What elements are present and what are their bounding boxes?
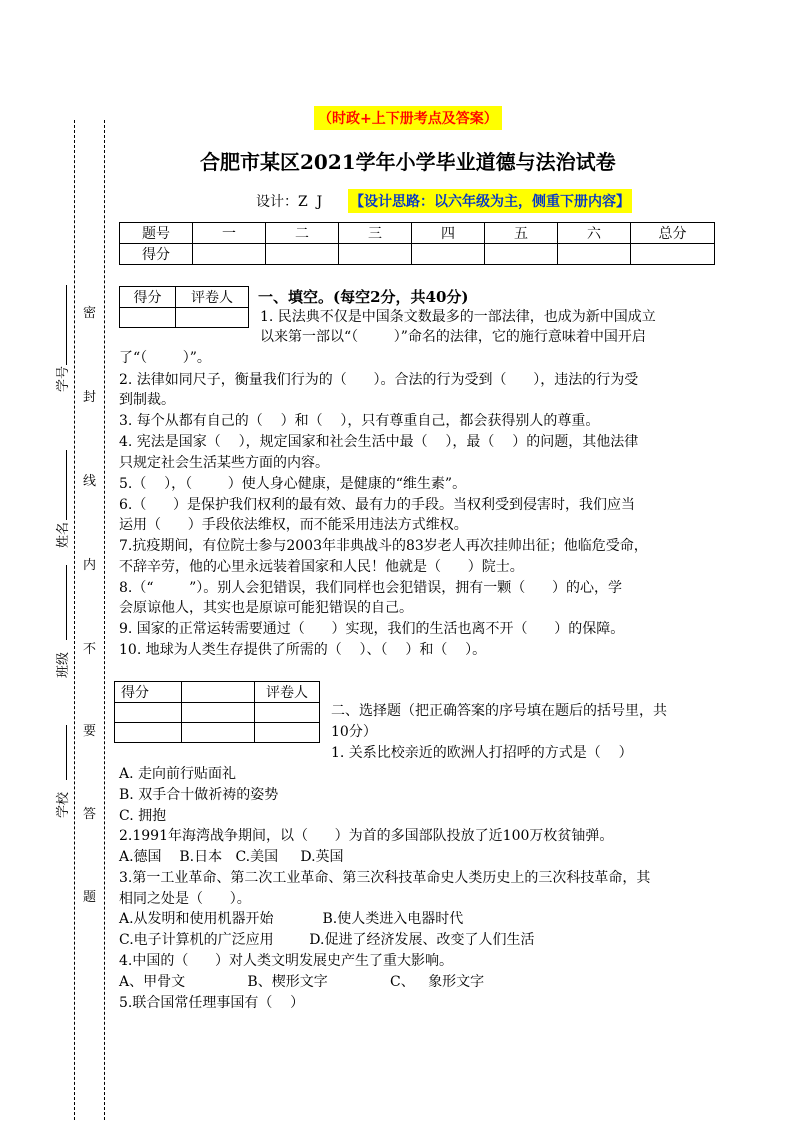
grader-input-cell[interactable] xyxy=(182,723,255,743)
grader-input-cell[interactable] xyxy=(255,703,320,723)
score-table-cell: 题号 xyxy=(120,223,193,244)
question-line: 到制裁。 xyxy=(119,392,175,408)
section2-grader-table xyxy=(114,681,320,743)
score-input-cell[interactable] xyxy=(339,244,412,265)
question-line: 4. 宪法是国家（ ），规定国家和社会生活中最（ ），最（ ）的问题，其他法律 xyxy=(119,434,639,450)
name-line xyxy=(66,450,67,520)
grader-cell xyxy=(182,682,255,703)
binding-char: 答 xyxy=(83,807,97,822)
name-label: 姓名 xyxy=(56,521,71,548)
school-line xyxy=(66,725,67,780)
score-table-cell: 二 xyxy=(266,223,339,244)
class-line xyxy=(66,565,67,640)
binding-char: 线 xyxy=(83,474,97,489)
question-line: 以来第一部以“（ ）”命名的法律，它的施行意味着中国开启 xyxy=(260,329,646,345)
top-badge: （时政+上下册考点及答案） xyxy=(314,106,502,130)
school-label: 学校 xyxy=(56,791,71,818)
score-input-cell[interactable] xyxy=(266,244,339,265)
question-line: 会原谅他人，其实也是原谅可能犯错误的自己。 xyxy=(119,600,413,616)
grader-input-cell[interactable] xyxy=(182,703,255,723)
question-line: A、甲骨文 B、楔形文字 C、 象形文字 xyxy=(119,974,485,990)
question-line: 5.联合国常任理事国有（ ） xyxy=(119,995,305,1011)
score-table xyxy=(119,222,715,265)
student-id-line xyxy=(66,285,67,365)
page-title: 合肥市某区2021学年小学毕业道德与法治试卷 xyxy=(200,150,616,174)
score-table-header-row xyxy=(120,223,715,244)
question-line: 2. 法律如同尺子，衡量我们行为的（ ）。合法的行为受到（ ），违法的行为受 xyxy=(119,372,639,388)
question-line: C. 拥抱 xyxy=(119,808,167,824)
question-line: 5.（ ），（ ）使人身心健康，是健康的“维生素”。 xyxy=(119,476,467,492)
question-line: 3.第一工业革命、第二次工业革命、第三次科技革命史人类历史上的三次科技革命，其 xyxy=(119,870,651,886)
score-input-cell[interactable] xyxy=(412,244,485,265)
score-table-cell: 一 xyxy=(193,223,266,244)
grader-cell: 评卷人 xyxy=(255,682,320,703)
section2-heading-line1: 二、选择题（把正确答案的序号填在题后的括号里，共 xyxy=(331,703,667,719)
question-line: 10. 地球为人类生存提供了所需的（ ）、（ ）和（ ）。 xyxy=(119,642,487,658)
question-line: 7.抗疫期间，有位院士参与2003年非典战斗的83岁老人再次挂帅出征；他临危受命， xyxy=(119,538,648,554)
question-line: A.德国 B.日本 C.美国 D.英国 xyxy=(119,849,344,865)
designer-label: 设计：Z J xyxy=(256,194,323,210)
design-idea-badge: 【设计思路：以六年级为主，侧重下册内容】 xyxy=(348,189,632,213)
score-table-cell: 五 xyxy=(485,223,558,244)
question-line: 4.中国的（ ）对人类文明发展史产生了重大影响。 xyxy=(119,953,454,969)
question-line: 运用（ ）手段依法维权，而不能采用违法方式维权。 xyxy=(119,517,468,533)
binding-char: 内 xyxy=(83,558,97,573)
grader-input-cell[interactable] xyxy=(120,308,176,328)
section1-grader-table xyxy=(119,286,249,328)
grader-cell: 得分 xyxy=(115,682,182,703)
question-line: 1. 民法典不仅是中国条文数最多的一部法律，也成为新中国成立 xyxy=(260,309,656,325)
class-label: 班级 xyxy=(56,651,71,678)
question-line: 2.1991年海湾战争期间，以（ ）为首的多国部队投放了近100万枚贫铀弹。 xyxy=(119,828,614,844)
score-table-cell: 总分 xyxy=(631,223,715,244)
question-line: 了“（ ）”。 xyxy=(119,350,211,366)
binding-char: 封 xyxy=(83,390,97,405)
binding-dashed-line-right xyxy=(104,120,105,1120)
section2-heading-line2: 10分） xyxy=(331,724,377,740)
question-line: 相同之处是（ ）。 xyxy=(119,891,251,907)
question-line: 1. 关系比校亲近的欧洲人打招呼的方式是（ ） xyxy=(331,745,633,761)
grader-cell: 得分 xyxy=(120,287,176,308)
score-table-score-row xyxy=(120,244,715,265)
grader-input-cell[interactable] xyxy=(115,703,182,723)
binding-char: 不 xyxy=(83,642,97,657)
question-line: 只规定社会生活某些方面的内容。 xyxy=(119,455,329,471)
question-line: 3. 每个从都有自己的（ ）和（ ），只有尊重自己，都会获得别人的尊重。 xyxy=(119,413,600,429)
grader-input-cell[interactable] xyxy=(176,308,249,328)
score-input-cell[interactable] xyxy=(193,244,266,265)
question-line: 8.（“ ”）。别人会犯错误，我们同样也会犯错误，拥有一颗（ ）的心，学 xyxy=(119,580,622,596)
question-line: 9. 国家的正常运转需要通过（ ）实现，我们的生活也离不开（ ）的保障。 xyxy=(119,621,625,637)
score-table-cell: 四 xyxy=(412,223,485,244)
question-line: A.从发明和使用机器开始 B.使人类进入电器时代 xyxy=(119,911,464,927)
binding-char: 要 xyxy=(83,724,97,739)
question-line: A. 走向前行贴面礼 xyxy=(119,766,237,782)
score-input-cell[interactable] xyxy=(631,244,715,265)
binding-dashed-line-left xyxy=(74,120,75,1120)
question-line: B. 双手合十做祈祷的姿势 xyxy=(119,787,279,803)
grader-input-cell[interactable] xyxy=(255,723,320,743)
question-line: C.电子计算机的广泛应用 D.促进了经济发展、改变了人们生活 xyxy=(119,932,535,948)
student-id-label: 学号 xyxy=(56,365,71,392)
score-table-cell: 六 xyxy=(558,223,631,244)
grader-input-cell[interactable] xyxy=(115,723,182,743)
score-input-cell[interactable] xyxy=(485,244,558,265)
question-line: 6.（ ）是保护我们权利的最有效、最有力的手段。当权利受到侵害时，我们应当 xyxy=(119,497,636,513)
binding-char: 题 xyxy=(83,890,97,905)
score-input-cell[interactable] xyxy=(558,244,631,265)
score-table-cell: 三 xyxy=(339,223,412,244)
section1-heading: 一、填空。(每空2分，共40分) xyxy=(258,288,469,306)
question-line: 不辞辛劳，他的心里永远装着国家和人民！他就是（ ）院士。 xyxy=(119,559,524,575)
grader-cell: 评卷人 xyxy=(176,287,249,308)
score-table-cell: 得分 xyxy=(120,244,193,265)
binding-char: 密 xyxy=(83,306,97,321)
